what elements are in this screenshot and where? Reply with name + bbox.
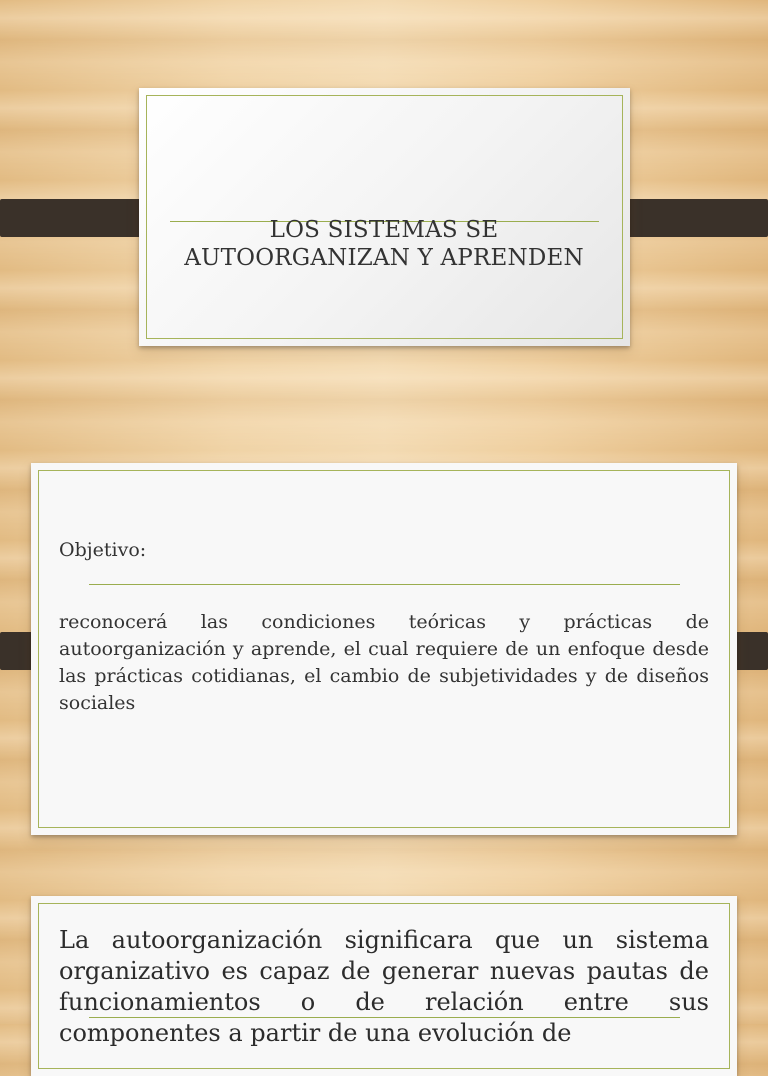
objective-body-text: reconocerá las condiciones teóricas y prácticas de autoorganización y aprende, el cual requiere de un enfoque desde las prácticas cotidianas, el cambio de subjetividades y de diseños sociales <box>59 611 709 714</box>
objective-heading: Objetivo: <box>59 539 147 561</box>
definition-body-text: La autoorganización significara que un sistema organizativo es capaz de generar nuevas pautas de funcionamientos o de relación entre sus componentes a partir de una evolución de <box>59 926 709 1047</box>
objective-accent-line <box>89 584 680 585</box>
slide-title <box>0 216 768 272</box>
title-line-1: LOS SISTEMAS SE <box>269 217 499 243</box>
definition-accent-line <box>89 1017 680 1018</box>
title-line-2: AUTOORGANIZAN Y APRENDEN <box>184 245 584 271</box>
